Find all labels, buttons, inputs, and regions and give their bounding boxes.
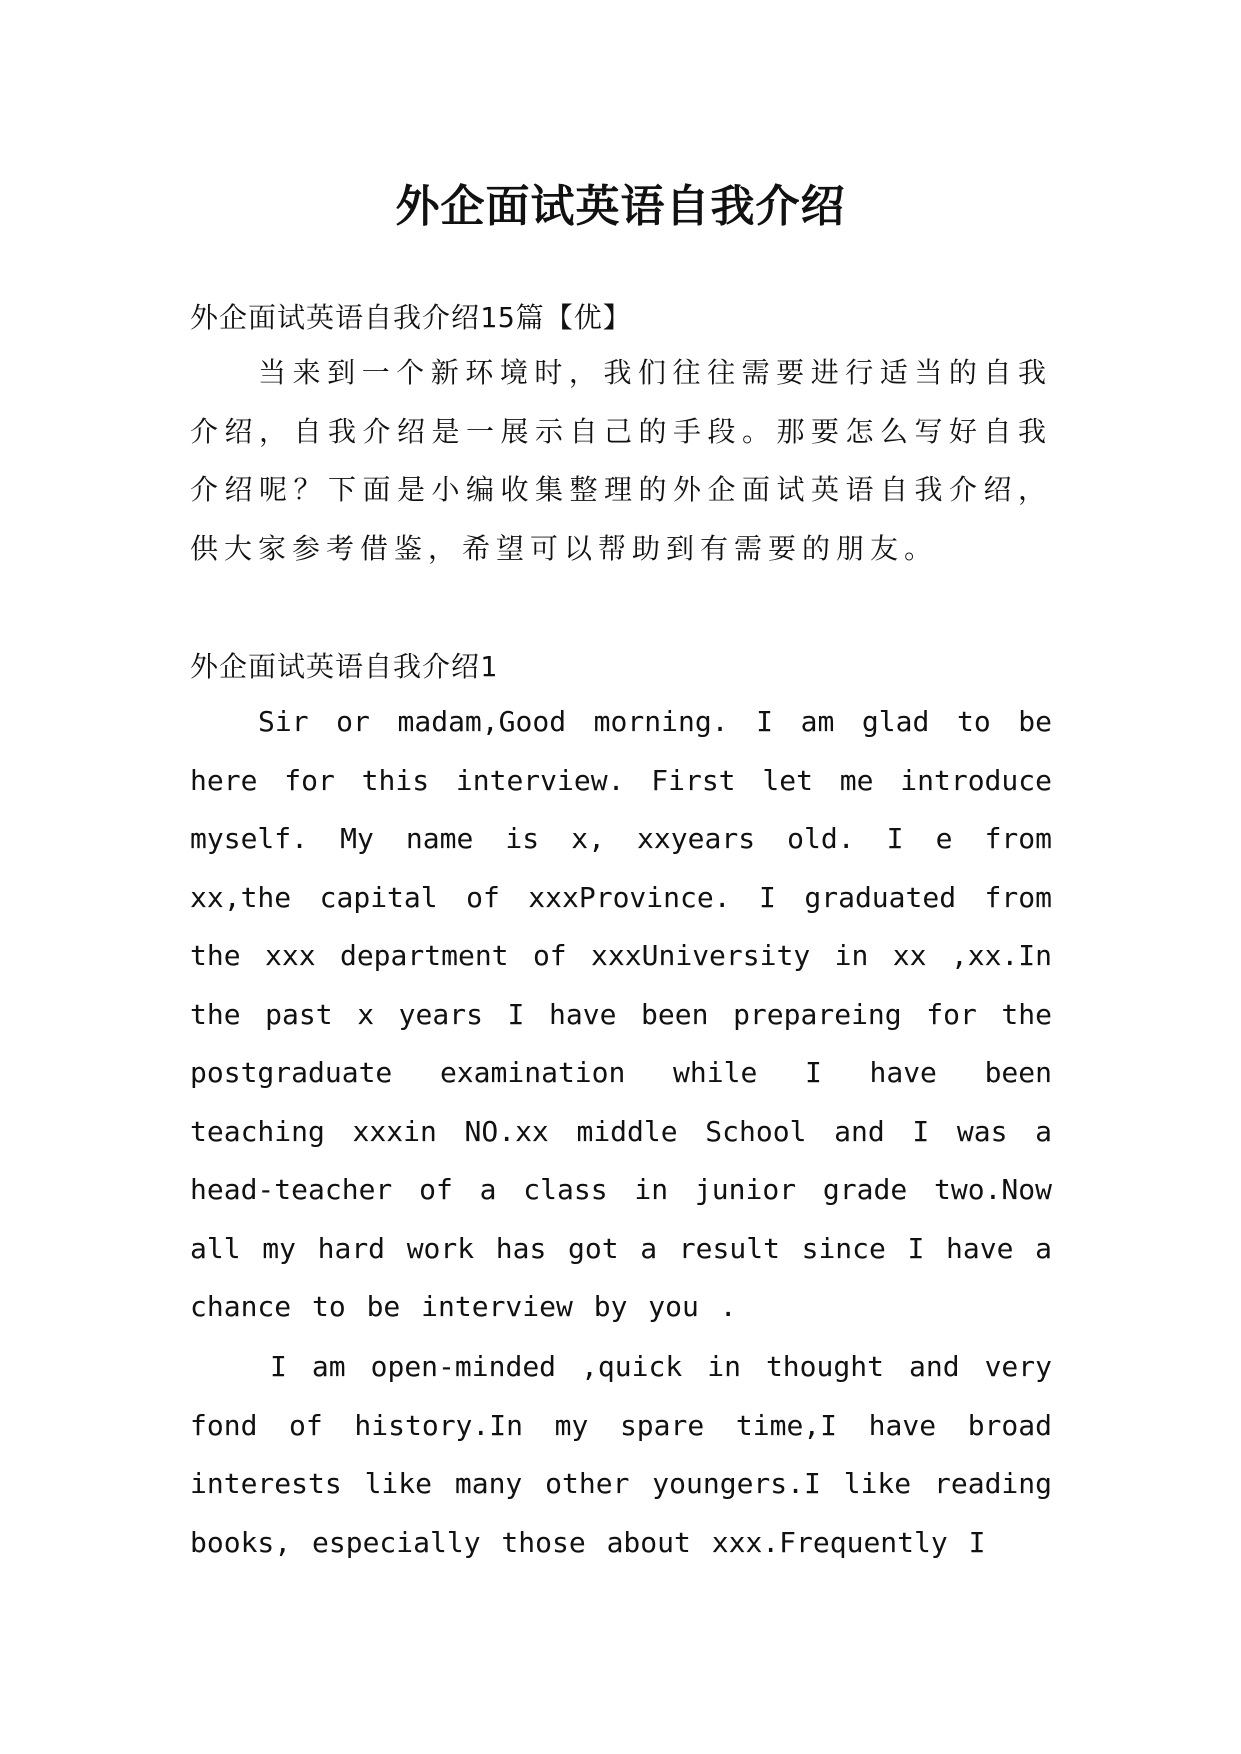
english-paragraph-1: Sir or madam,Good morning. I am glad to be here for this interview. First let me introduce myself. My name is x, xxyears old. I e from xx,the capital of xxxProvince. I graduated from the xxx department of xxxUniversity in xx ,xx.In the past x years I have been prepareing for the postgraduate examination while I have been teaching xxxin NO.xx middle School and I was a head-teacher of a class in junior grade two.Now all my hard work has got a result since I have a chance to be interview by you .: [190, 705, 1052, 1323]
english-paragraph-2: I am open-minded ,quick in thought and very fond of history.In my spare time,I have broad interests like many other youngers.I like reading books, especially those about xxx.Frequently I: [190, 1350, 1052, 1559]
document-subtitle: 外企面试英语自我介绍15篇【优】: [190, 301, 632, 334]
document-title: 外企面试英语自我介绍: [395, 181, 846, 233]
section-heading: 外企面试英语自我介绍1: [190, 650, 498, 683]
intro-paragraph: 当来到一个新环境时，我们往往需要进行适当的自我介绍，自我介绍是一展示自己的手段。那要怎么写好自我介绍呢？下面是小编收集整理的外企面试英语自我介绍，供大家参考借鉴，希望可以帮助到有需要的朋友。: [190, 356, 1052, 565]
